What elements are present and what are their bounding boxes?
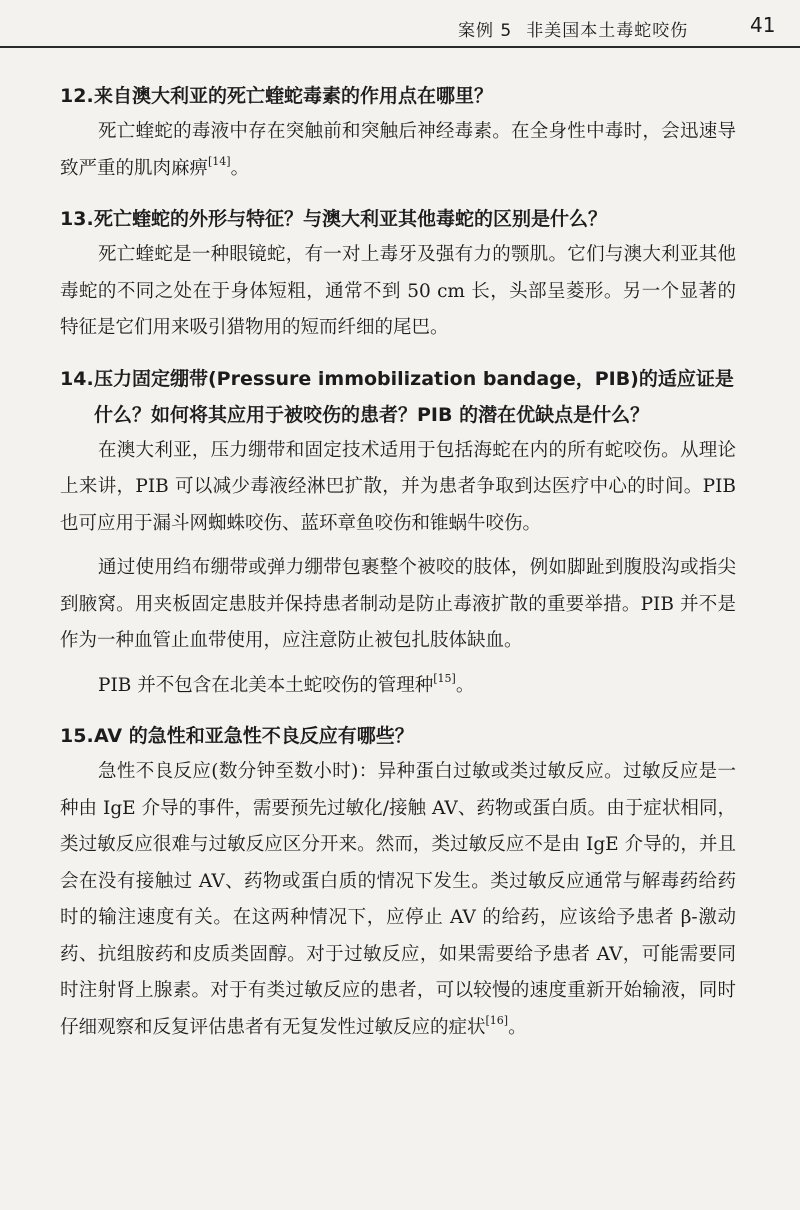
paragraph-text: 死亡蝰蛇是一种眼镜蛇，有一对上毒牙及强有力的颚肌。它们与澳大利亚其他毒蛇的不同之处在于身体短粗，通常不到 50 cm 长，头部呈菱形。另一个显著的特征是它们用来吸引猎物用的短而纤细的尾巴。	[60, 244, 736, 338]
question-number: 14.	[60, 367, 94, 390]
question-heading	[60, 201, 736, 237]
paragraph-text: 在澳大利亚，压力绷带和固定技术适用于包括海蛇在内的所有蛇咬伤。从理论上来讲，PIB 可以减少毒液经淋巴扩散，并为患者争取到达医疗中心的时间。PIB 也可应用于漏斗网蜘蛛咬伤、蓝环章鱼咬伤和锥蜗牛咬伤。	[60, 439, 736, 534]
question-text: 压力固定绷带(Pressure immobilization bandage，PIB)的适应证是什么？如何将其应用于被咬伤的患者？PIB 的潜在优缺点是什么？	[94, 367, 734, 426]
header-rule	[0, 46, 800, 48]
question-text: 死亡蝰蛇的外形与特征？与澳大利亚其他毒蛇的区别是什么？	[94, 208, 608, 230]
page-header	[0, 0, 800, 48]
citation: [14]	[208, 154, 231, 168]
chapter-title: 非美国本土毒蛇咬伤	[526, 21, 689, 41]
question-text: AV 的急性和亚急性不良反应有哪些？	[94, 725, 414, 747]
question-heading	[60, 78, 736, 114]
paragraph-text: PIB 并不包含在北美本土蛇咬伤的管理种	[98, 674, 434, 696]
citation: [15]	[433, 671, 456, 685]
question-text: 来自澳大利亚的死亡蝰蛇毒素的作用点在哪里？	[94, 85, 494, 107]
question-number: 13.	[60, 208, 94, 230]
paragraph-text: 急性不良反应(数分钟至数小时)：异种蛋白过敏或类过敏反应。过敏反应是一种由 IgE 介导的事件，需要预先过敏化/接触 AV、药物或蛋白质。由于症状相同，类过敏反应很难与过敏反应区分开来。然而，类过敏反应不是由 IgE 介导的，并且会在没有接触过 AV、药物或蛋白质的情况下发生。类过敏反应通常与解毒药给药时的输注速度有关。在这两种情况下，应停止 AV 的给药，应该给予患者 β-激动药、抗组胺药和皮质类固醇。对于过敏反应，如果需要给予患者 AV，可能需要同时注射肾上腺素。对于有类过敏反应的患者，可以较慢的速度重新开始输液，同时仔细观察和反复评估患者有无复发性过敏反应的症状	[60, 761, 736, 1038]
answer-paragraph	[60, 237, 736, 347]
paragraph-text: 死亡蝰蛇的毒液中存在突触前和突触后神经毒素。在全身性中毒时，会迅速导致严重的肌肉麻痹	[60, 121, 736, 179]
paragraph-tail: 。	[455, 674, 475, 696]
question-number: 12.	[60, 85, 94, 107]
answer-paragraph	[60, 550, 736, 660]
question-heading	[60, 361, 736, 433]
case-label: 案例 5	[458, 21, 513, 41]
question-heading	[60, 718, 736, 754]
paragraph-text: 通过使用绉布绷带或弹力绷带包裹整个被咬的肢体，例如脚趾到腹股沟或指尖到腋窝。用夹板固定患肢并保持患者制动是防止毒液扩散的重要举措。PIB 并不是作为一种血管止血带使用，应注意防止被包扎肢体缺血。	[60, 557, 736, 651]
page-body	[60, 78, 736, 1046]
answer-paragraph	[60, 114, 736, 187]
answer-paragraph	[60, 433, 736, 543]
paragraph-tail: 。	[508, 1016, 527, 1038]
running-head	[458, 16, 688, 41]
paragraph-tail: 。	[230, 157, 250, 179]
page-number: 41	[750, 13, 776, 37]
citation: [16]	[485, 1013, 509, 1027]
answer-paragraph	[60, 668, 736, 705]
question-number: 15.	[60, 725, 94, 747]
answer-paragraph	[60, 754, 736, 1046]
